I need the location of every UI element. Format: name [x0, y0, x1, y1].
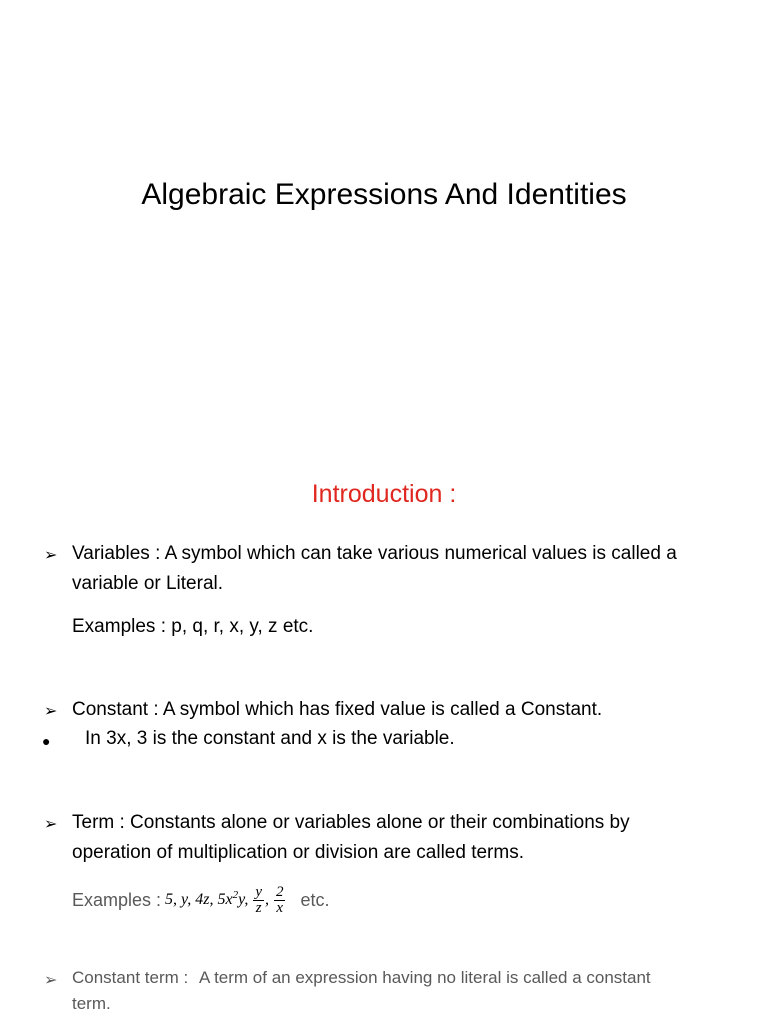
term-examples-suffix: etc. [300, 889, 330, 910]
section-heading: Introduction : [311, 480, 457, 508]
constant-term-definition-line2: term. [72, 994, 111, 1013]
math-terms-y: y, [238, 890, 249, 908]
fraction-numerator: y [255, 883, 262, 900]
term-examples [72, 872, 330, 928]
math-exponent: 2 [232, 888, 239, 901]
term-definition-line2: operation of multiplication or division are called terms. [72, 842, 524, 863]
fraction-denominator: x [276, 899, 284, 916]
term-examples-label: Examples : [72, 889, 162, 910]
constant-definition: Constant : A symbol which has fixed value is called a Constant. [72, 699, 603, 720]
variables-definition-line2: variable or Literal. [72, 573, 224, 594]
arrow-bullet-icon: ➢ [44, 547, 58, 564]
arrow-bullet-icon: ➢ [44, 972, 58, 989]
constant-term-text: A term of an expression having no literal is called a constant [198, 968, 651, 987]
arrow-bullet-icon: ➢ [44, 816, 58, 833]
variables-examples: Examples : p, q, r, x, y, z etc. [72, 616, 314, 637]
dot-bullet-icon: ● [42, 733, 51, 749]
fraction-denominator: z [255, 899, 262, 916]
term-definition-line1: Term : Constants alone or variables alone or their combinations by [72, 812, 630, 833]
fraction-y-over-z [253, 885, 264, 916]
math-comma: , [264, 890, 269, 908]
constant-term-label: Constant term : [72, 968, 189, 987]
fraction-2-over-x [274, 885, 286, 916]
math-terms: 5, y, 4z, 5x [165, 890, 233, 908]
constant-term-definition-line1 [72, 968, 651, 988]
fraction-numerator: 2 [275, 883, 284, 900]
variables-definition-line1: Variables : A symbol which can take various numerical values is called a [72, 543, 677, 564]
arrow-bullet-icon: ➢ [44, 703, 58, 720]
math-expression [165, 885, 286, 916]
page-title: Algebraic Expressions And Identities [141, 178, 627, 211]
constant-example: In 3x, 3 is the constant and x is the variable. [85, 728, 455, 749]
